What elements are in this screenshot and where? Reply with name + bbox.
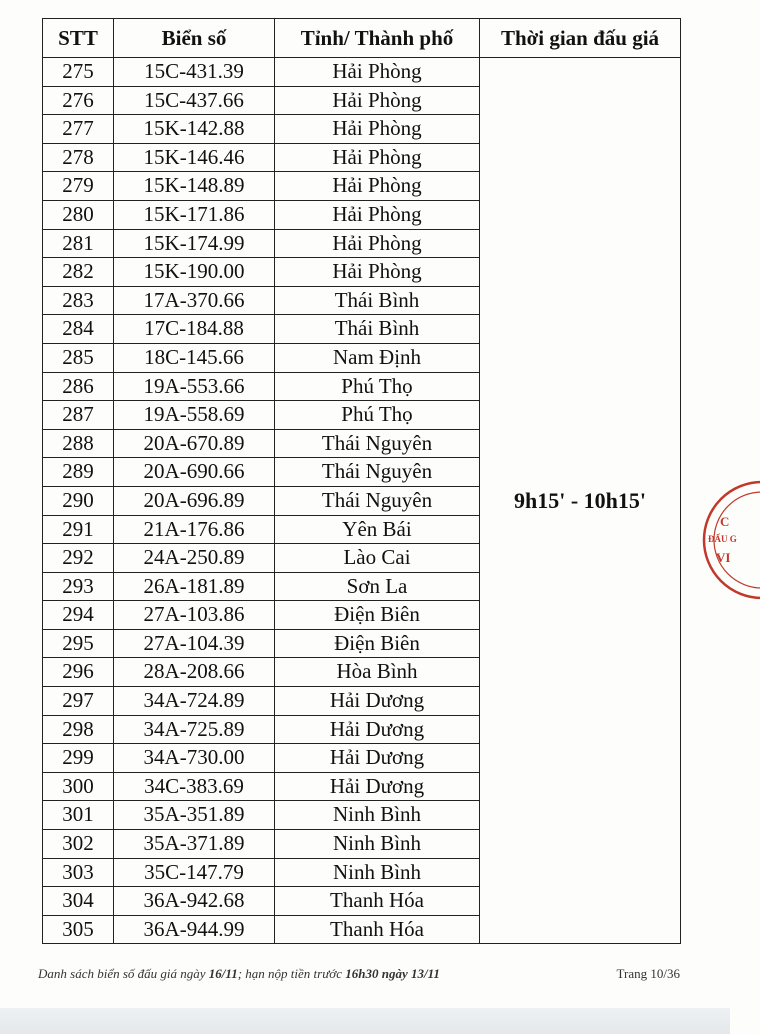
- cell-stt: 302: [43, 830, 114, 859]
- cell-stt: 296: [43, 658, 114, 687]
- cell-stt: 285: [43, 343, 114, 372]
- table-row: [43, 58, 681, 87]
- cell-stt: 294: [43, 601, 114, 630]
- cell-plate: 15K-190.00: [114, 258, 275, 287]
- cell-province: Thái Nguyên: [275, 486, 480, 515]
- cell-stt: 282: [43, 258, 114, 287]
- cell-province: Hòa Bình: [275, 658, 480, 687]
- cell-plate: 26A-181.89: [114, 572, 275, 601]
- scan-edge: [0, 1008, 730, 1034]
- cell-stt: 295: [43, 629, 114, 658]
- cell-stt: 298: [43, 715, 114, 744]
- cell-province: Hải Phòng: [275, 229, 480, 258]
- cell-plate: 21A-176.86: [114, 515, 275, 544]
- cell-plate: 18C-145.66: [114, 343, 275, 372]
- cell-province: Phú Thọ: [275, 401, 480, 430]
- cell-province: Thanh Hóa: [275, 915, 480, 944]
- cell-stt: 292: [43, 544, 114, 573]
- cell-province: Hải Phòng: [275, 58, 480, 87]
- cell-plate: 15K-174.99: [114, 229, 275, 258]
- cell-stt: 280: [43, 200, 114, 229]
- cell-stt: 293: [43, 572, 114, 601]
- footer-text-1: Danh sách biển số đấu giá ngày: [38, 966, 209, 981]
- cell-stt: 281: [43, 229, 114, 258]
- cell-stt: 278: [43, 143, 114, 172]
- cell-plate: 20A-696.89: [114, 486, 275, 515]
- cell-plate: 24A-250.89: [114, 544, 275, 573]
- cell-plate: 17C-184.88: [114, 315, 275, 344]
- cell-time-slot: 9h15' - 10h15': [480, 58, 681, 944]
- footer-text-2: ; hạn nộp tiền trước: [237, 966, 346, 981]
- cell-plate: 20A-690.66: [114, 458, 275, 487]
- cell-province: Sơn La: [275, 572, 480, 601]
- cell-province: Hải Phòng: [275, 115, 480, 144]
- cell-plate: 15C-437.66: [114, 86, 275, 115]
- cell-stt: 286: [43, 372, 114, 401]
- cell-stt: 305: [43, 915, 114, 944]
- stamp-text-line: VI: [716, 550, 731, 565]
- table-body: [43, 58, 681, 944]
- cell-province: Hải Phòng: [275, 143, 480, 172]
- cell-plate: 34A-730.00: [114, 744, 275, 773]
- cell-province: Điện Biên: [275, 601, 480, 630]
- cell-province: Ninh Bình: [275, 858, 480, 887]
- cell-province: Hải Phòng: [275, 258, 480, 287]
- cell-plate: 17A-370.66: [114, 286, 275, 315]
- cell-stt: 291: [43, 515, 114, 544]
- cell-province: Hải Dương: [275, 715, 480, 744]
- cell-plate: 15K-142.88: [114, 115, 275, 144]
- cell-plate: 20A-670.89: [114, 429, 275, 458]
- cell-stt: 275: [43, 58, 114, 87]
- cell-province: Hải Dương: [275, 744, 480, 773]
- cell-plate: 35A-371.89: [114, 830, 275, 859]
- cell-stt: 279: [43, 172, 114, 201]
- cell-province: Thái Nguyên: [275, 429, 480, 458]
- cell-plate: 28A-208.66: [114, 658, 275, 687]
- cell-plate: 15K-146.46: [114, 143, 275, 172]
- cell-plate: 34A-724.89: [114, 687, 275, 716]
- cell-stt: 300: [43, 772, 114, 801]
- cell-stt: 276: [43, 86, 114, 115]
- cell-plate: 15K-148.89: [114, 172, 275, 201]
- cell-plate: 15K-171.86: [114, 200, 275, 229]
- red-seal-stamp: [700, 470, 760, 610]
- header-plate: Biển số: [114, 19, 275, 58]
- cell-plate: 36A-942.68: [114, 887, 275, 916]
- cell-plate: 35C-147.79: [114, 858, 275, 887]
- cell-province: Nam Định: [275, 343, 480, 372]
- cell-stt: 289: [43, 458, 114, 487]
- cell-stt: 287: [43, 401, 114, 430]
- cell-province: Hải Phòng: [275, 200, 480, 229]
- cell-stt: 277: [43, 115, 114, 144]
- cell-stt: 304: [43, 887, 114, 916]
- cell-plate: 35A-351.89: [114, 801, 275, 830]
- header-stt: STT: [43, 19, 114, 58]
- cell-plate: 15C-431.39: [114, 58, 275, 87]
- cell-province: Hải Dương: [275, 772, 480, 801]
- cell-plate: 27A-104.39: [114, 629, 275, 658]
- footer-deadline: 16h30 ngày 13/11: [345, 966, 440, 981]
- cell-plate: 27A-103.86: [114, 601, 275, 630]
- cell-province: Điện Biên: [275, 629, 480, 658]
- page-number: Trang 10/36: [616, 966, 680, 981]
- cell-stt: 297: [43, 687, 114, 716]
- cell-province: Thái Nguyên: [275, 458, 480, 487]
- cell-plate: 34C-383.69: [114, 772, 275, 801]
- cell-plate: 36A-944.99: [114, 915, 275, 944]
- header-time: Thời gian đấu giá: [480, 19, 681, 58]
- cell-province: Thanh Hóa: [275, 887, 480, 916]
- cell-plate: 19A-558.69: [114, 401, 275, 430]
- cell-province: Yên Bái: [275, 515, 480, 544]
- cell-stt: 301: [43, 801, 114, 830]
- cell-plate: 19A-553.66: [114, 372, 275, 401]
- cell-stt: 303: [43, 858, 114, 887]
- cell-province: Lào Cai: [275, 544, 480, 573]
- cell-province: Ninh Bình: [275, 830, 480, 859]
- cell-province: Thái Bình: [275, 315, 480, 344]
- auction-plate-table: [42, 18, 681, 944]
- cell-stt: 283: [43, 286, 114, 315]
- cell-stt: 284: [43, 315, 114, 344]
- cell-stt: 299: [43, 744, 114, 773]
- cell-province: Ninh Bình: [275, 801, 480, 830]
- stamp-text-line: ĐẤU G: [708, 534, 737, 544]
- cell-province: Hải Phòng: [275, 86, 480, 115]
- cell-plate: 34A-725.89: [114, 715, 275, 744]
- footer-auction-date: 16/11: [208, 966, 238, 981]
- header-province: Tỉnh/ Thành phố: [275, 19, 480, 58]
- cell-stt: 288: [43, 429, 114, 458]
- table-header-row: [43, 19, 681, 58]
- cell-province: Phú Thọ: [275, 372, 480, 401]
- stamp-text-line: C: [720, 514, 730, 529]
- cell-province: Thái Bình: [275, 286, 480, 315]
- cell-province: Hải Phòng: [275, 172, 480, 201]
- cell-province: Hải Dương: [275, 687, 480, 716]
- cell-stt: 290: [43, 486, 114, 515]
- footer-note: [38, 966, 440, 982]
